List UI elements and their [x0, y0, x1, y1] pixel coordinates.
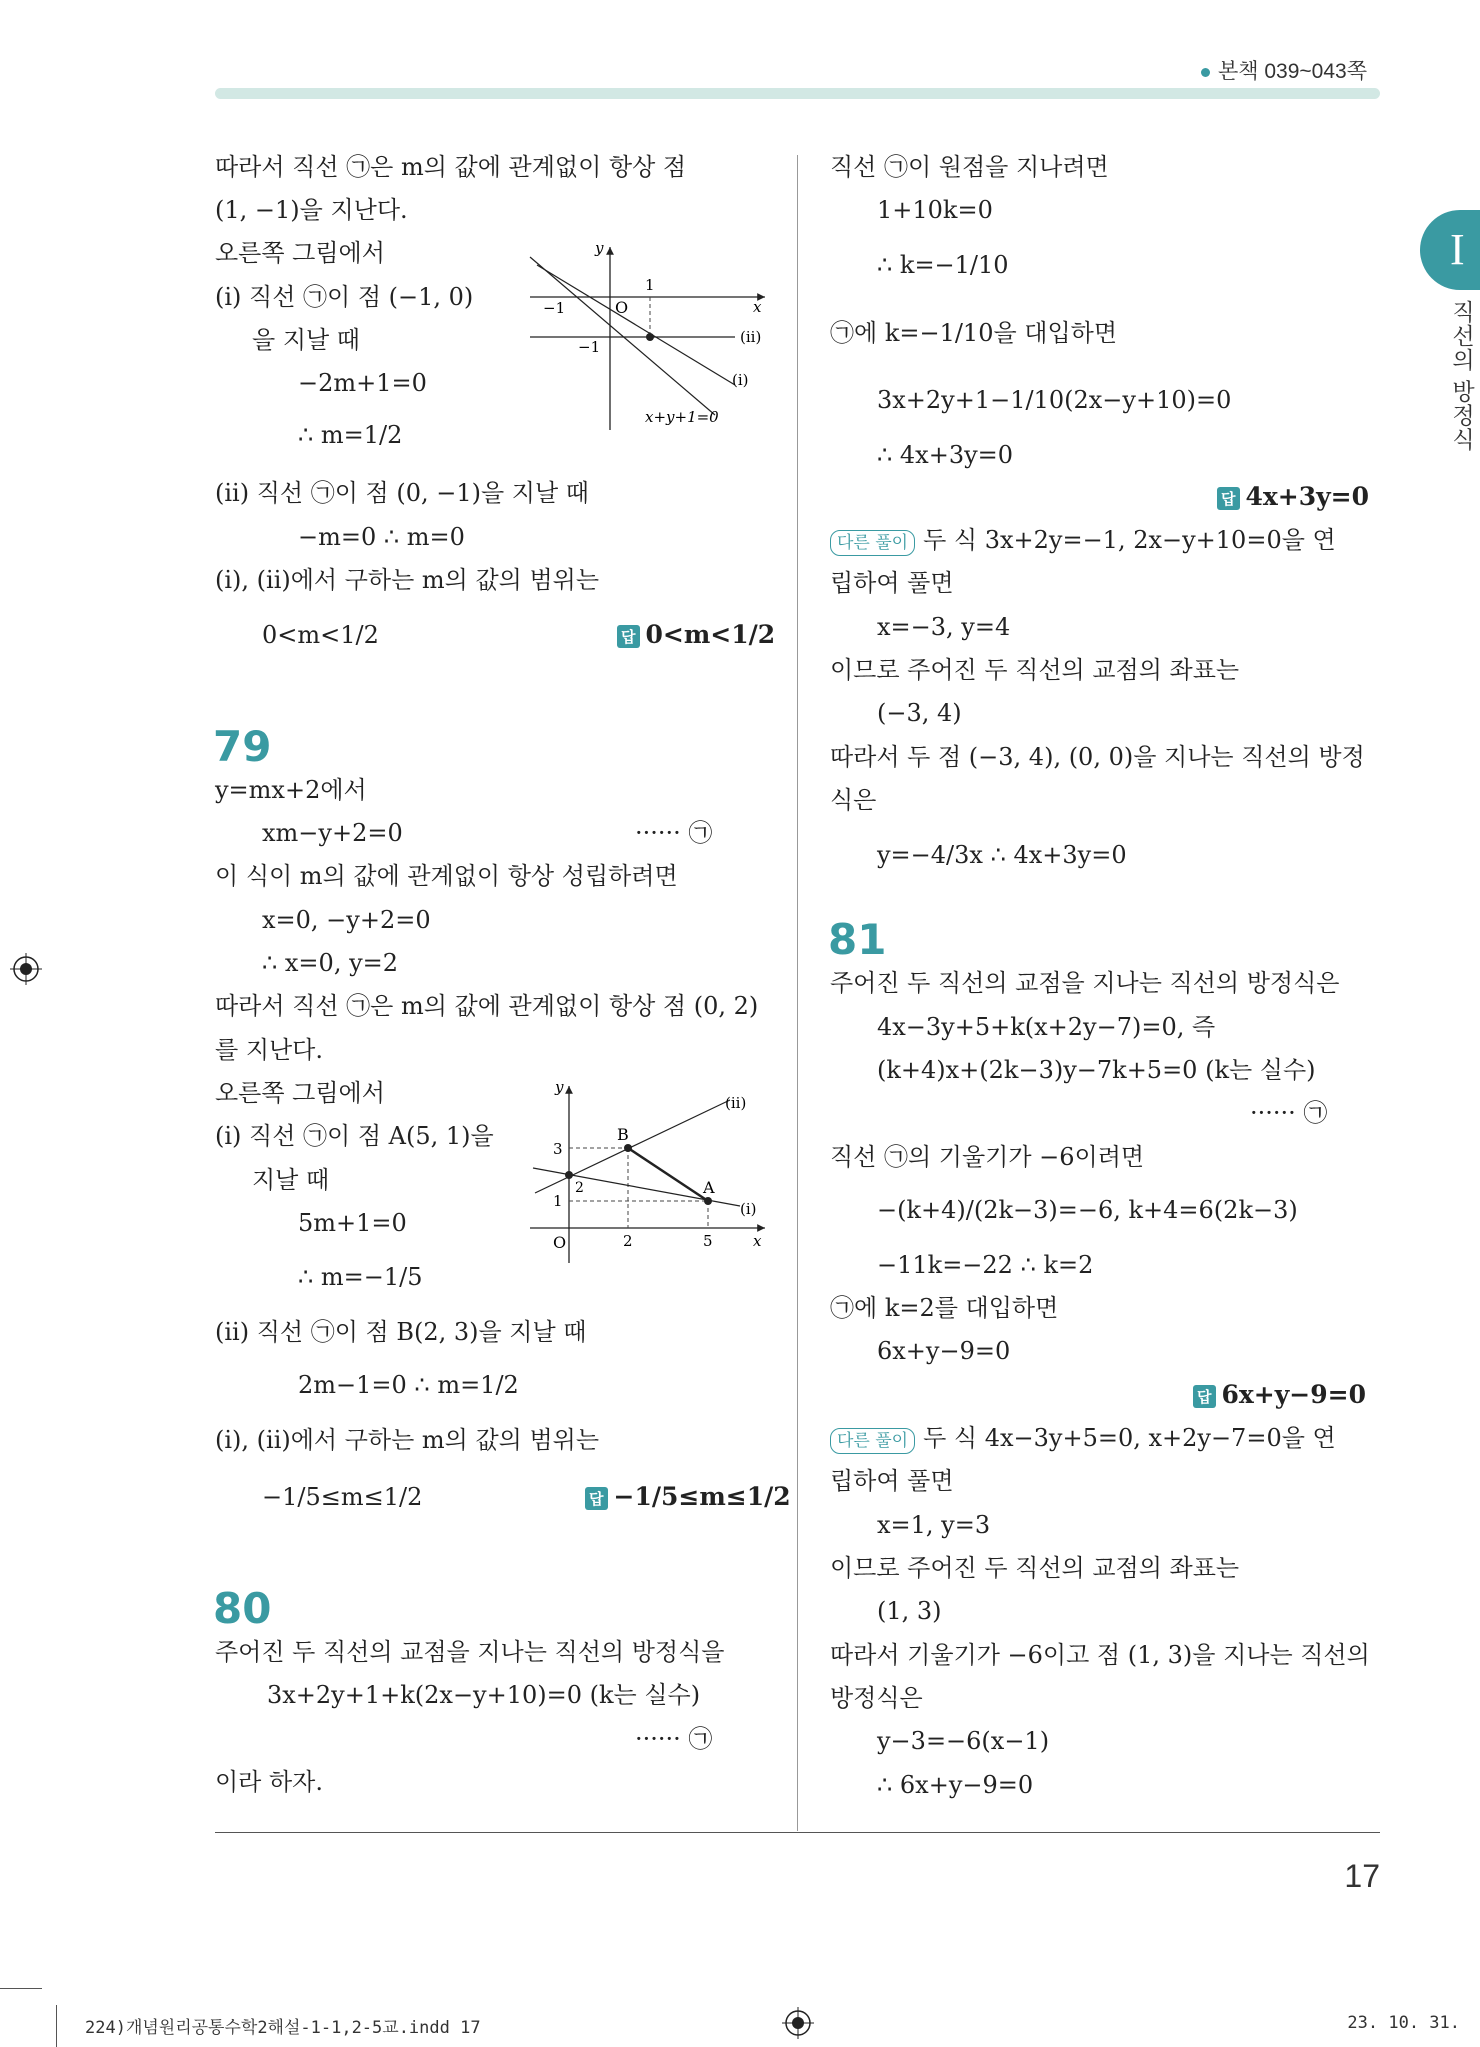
alt-solution-line: 다른 풀이 두 식 4x−3y+5=0, x+2y−7=0을 연: [830, 1423, 1336, 1454]
equation-marker: ······ ㉠: [635, 819, 713, 847]
page-number: 17: [1344, 1858, 1380, 1894]
equation-line: 3x+2y+1−1/10(2x−y+10)=0: [877, 386, 1232, 414]
fixed-point: [565, 1171, 573, 1179]
text-line: 이므로 주어진 두 직선의 교점의 좌표는: [830, 656, 1240, 684]
text-line: 방정식은: [830, 1684, 923, 1712]
text-line: 직선 ㉠이 원점을 지나려면: [830, 153, 1109, 181]
text-line: ㉠에 k=−1/10을 대입하면: [830, 319, 1118, 347]
book-page-reference: 본책 039~043쪽: [1201, 55, 1367, 85]
equation-line: ∴ k=−1/10: [877, 251, 1009, 279]
equation-line: 3x+2y+1+k(2x−y+10)=0 (k는 실수): [267, 1681, 701, 1709]
registration-mark-icon: [782, 2007, 814, 2039]
point-label-B: B: [617, 1125, 629, 1144]
answer-badge: 답: [1217, 487, 1240, 510]
text-line: 식은: [830, 786, 877, 814]
line-i: [537, 265, 735, 385]
equation-line: −(k+4)/(2k−3)=−6, k+4=6(2k−3): [877, 1196, 1298, 1224]
text-line: 오른쪽 그림에서: [215, 1079, 385, 1107]
equation-marker: ······ ㉠: [1250, 1099, 1328, 1127]
equation-line: y−3=−6(x−1): [877, 1727, 1050, 1755]
tick-label: −1: [578, 338, 601, 356]
text-line: (i), (ii)에서 구하는 m의 값의 범위는: [215, 566, 600, 594]
equation-line: x=−3, y=4: [877, 613, 1011, 641]
answer-badge: 답: [617, 625, 640, 648]
text-line: 따라서 직선 ㉠은 m의 값에 관계없이 항상 점 (0, 2): [215, 992, 759, 1020]
equation-line: 4x−3y+5+k(x+2y−7)=0, 즉: [877, 1013, 1216, 1041]
text-line: 주어진 두 직선의 교점을 지나는 직선의 방정식은: [830, 969, 1340, 997]
equation-line: 0<m<1/2: [262, 621, 379, 649]
crop-mark: [0, 1988, 42, 1989]
equation-line: x=0, −y+2=0: [262, 906, 431, 934]
text-line: 이 식이 m의 값에 관계없이 항상 성립하려면: [215, 862, 678, 890]
text-line: (i), (ii)에서 구하는 m의 값의 범위는: [215, 1426, 600, 1454]
equation-line: −2m+1=0: [298, 369, 427, 397]
alt-solution-badge: 다른 풀이: [830, 530, 915, 556]
footer-date: 23. 10. 31.: [1347, 2013, 1460, 2033]
tick-label: 5: [703, 1232, 713, 1250]
equation-line: ∴ x=0, y=2: [262, 949, 399, 977]
point-A: [704, 1197, 712, 1205]
text-line: (i) 직선 ㉠이 점 A(5, 1)을: [215, 1122, 494, 1150]
equation-marker: ······ ㉠: [635, 1725, 713, 1753]
x-label: x: [753, 1232, 762, 1250]
text-line: 따라서 기울기가 −6이고 점 (1, 3)을 지나는 직선의: [830, 1641, 1370, 1669]
chapter-tab: I: [1420, 210, 1480, 290]
equation-line: 5m+1=0: [298, 1209, 407, 1237]
equation-line: x=1, y=3: [877, 1511, 991, 1539]
point-B: [624, 1144, 632, 1152]
text-line: 따라서 직선 ㉠은 m의 값에 관계없이 항상 점: [215, 153, 687, 181]
equation-line: 2m−1=0 ∴ m=1/2: [298, 1371, 519, 1399]
origin-label: O: [615, 298, 629, 317]
x-label: x: [753, 298, 762, 316]
text-line: 립하여 풀면: [830, 569, 954, 597]
equation-line: (−3, 4): [877, 699, 962, 727]
point-label-A: A: [703, 1178, 715, 1197]
text-line: (i) 직선 ㉠이 점 (−1, 0): [215, 283, 474, 311]
registration-mark-icon: [10, 953, 42, 985]
text-line: ㉠에 k=2를 대입하면: [830, 1294, 1059, 1322]
line-label-ii: (ii): [725, 1094, 747, 1112]
equation-line: −1/5≤m≤1/2: [262, 1483, 423, 1511]
text-line: 이라 하자.: [215, 1768, 323, 1796]
equation-line: ∴ m=−1/5: [298, 1263, 423, 1291]
line-x-plus-y-plus-1: [530, 257, 715, 415]
alt-solution-badge: 다른 풀이: [830, 1428, 915, 1454]
figure-lines-through-point: [525, 240, 775, 435]
tick-label: 1: [553, 1192, 563, 1210]
equation-line: xm−y+2=0: [262, 819, 403, 847]
tick-label: 3: [553, 1140, 563, 1158]
bullet-dot-icon: [1201, 68, 1210, 77]
line-ii: [535, 1100, 730, 1193]
y-label: y: [595, 240, 604, 257]
text-line: 따라서 두 점 (−3, 4), (0, 0)을 지나는 직선의 방정: [830, 743, 1365, 771]
text-line: 주어진 두 직선의 교점을 지나는 직선의 방정식을: [215, 1638, 725, 1666]
text-line: (ii) 직선 ㉠이 점 B(2, 3)을 지날 때: [215, 1318, 587, 1346]
equation-line: (1, 3): [877, 1597, 942, 1625]
text-line: 를 지난다.: [215, 1036, 323, 1064]
y-label: y: [555, 1078, 564, 1096]
line-label-i: (i): [740, 1200, 757, 1218]
text-line: 오른쪽 그림에서: [215, 239, 385, 267]
text-line: (1, −1)을 지난다.: [215, 196, 408, 224]
alt-solution-line: 다른 풀이 두 식 3x+2y=−1, 2x−y+10=0을 연: [830, 525, 1336, 556]
chapter-title: 직선의 방정식: [1449, 300, 1475, 452]
problem-number-81: 81: [828, 915, 887, 964]
column-divider: [797, 155, 798, 1831]
equation-line: −m=0 ∴ m=0: [298, 523, 465, 551]
answer: 답 6x+y−9=0: [1193, 1380, 1366, 1409]
tick-label: −1: [543, 299, 566, 317]
text-line: 이므로 주어진 두 직선의 교점의 좌표는: [830, 1554, 1240, 1582]
crop-mark: [56, 2005, 57, 2047]
answer-badge: 답: [1193, 1385, 1216, 1408]
origin-label: O: [553, 1233, 567, 1252]
answer: 답 0<m<1/2: [617, 620, 775, 649]
tick-label: 1: [645, 276, 655, 294]
tick-label: 2: [575, 1180, 584, 1196]
answer-badge: 답: [585, 1487, 608, 1510]
fixed-point: [646, 333, 654, 341]
bottom-rule: [215, 1832, 1380, 1833]
figure-segment-AB: [525, 1078, 775, 1268]
equation-line: (k+4)x+(2k−3)y−7k+5=0 (k는 실수): [877, 1056, 1316, 1084]
problem-number-79: 79: [213, 722, 272, 771]
text-line: 직선 ㉠의 기울기가 −6이려면: [830, 1143, 1145, 1171]
equation-line: 6x+y−9=0: [877, 1337, 1011, 1365]
equation-line: ∴ 6x+y−9=0: [877, 1771, 1034, 1799]
text-line: 지날 때: [252, 1166, 330, 1194]
line-label-i: (i): [732, 371, 749, 389]
text-line: y=mx+2에서: [215, 776, 367, 804]
equation-line: y=−4/3x ∴ 4x+3y=0: [877, 841, 1127, 869]
footer-filename: 224)개념원리공통수학2해설-1-1,2-5교.indd 17: [85, 2018, 481, 2038]
answer: 답 4x+3y=0: [1217, 482, 1369, 511]
tick-label: 2: [623, 1232, 633, 1250]
line-label-ii: (ii): [740, 328, 762, 346]
header-bar: [215, 88, 1380, 99]
line-equation-label: x+y+1=0: [645, 408, 719, 426]
equation-line: ∴ 4x+3y=0: [877, 441, 1014, 469]
text-line: (ii) 직선 ㉠이 점 (0, −1)을 지날 때: [215, 479, 589, 507]
text-line: 립하여 풀면: [830, 1467, 954, 1495]
equation-line: ∴ m=1/2: [298, 421, 403, 449]
problem-number-80: 80: [213, 1584, 272, 1633]
equation-line: 1+10k=0: [877, 196, 993, 224]
equation-line: −11k=−22 ∴ k=2: [877, 1251, 1094, 1279]
text-line: 을 지날 때: [252, 326, 360, 354]
answer: 답 −1/5≤m≤1/2: [585, 1482, 791, 1511]
